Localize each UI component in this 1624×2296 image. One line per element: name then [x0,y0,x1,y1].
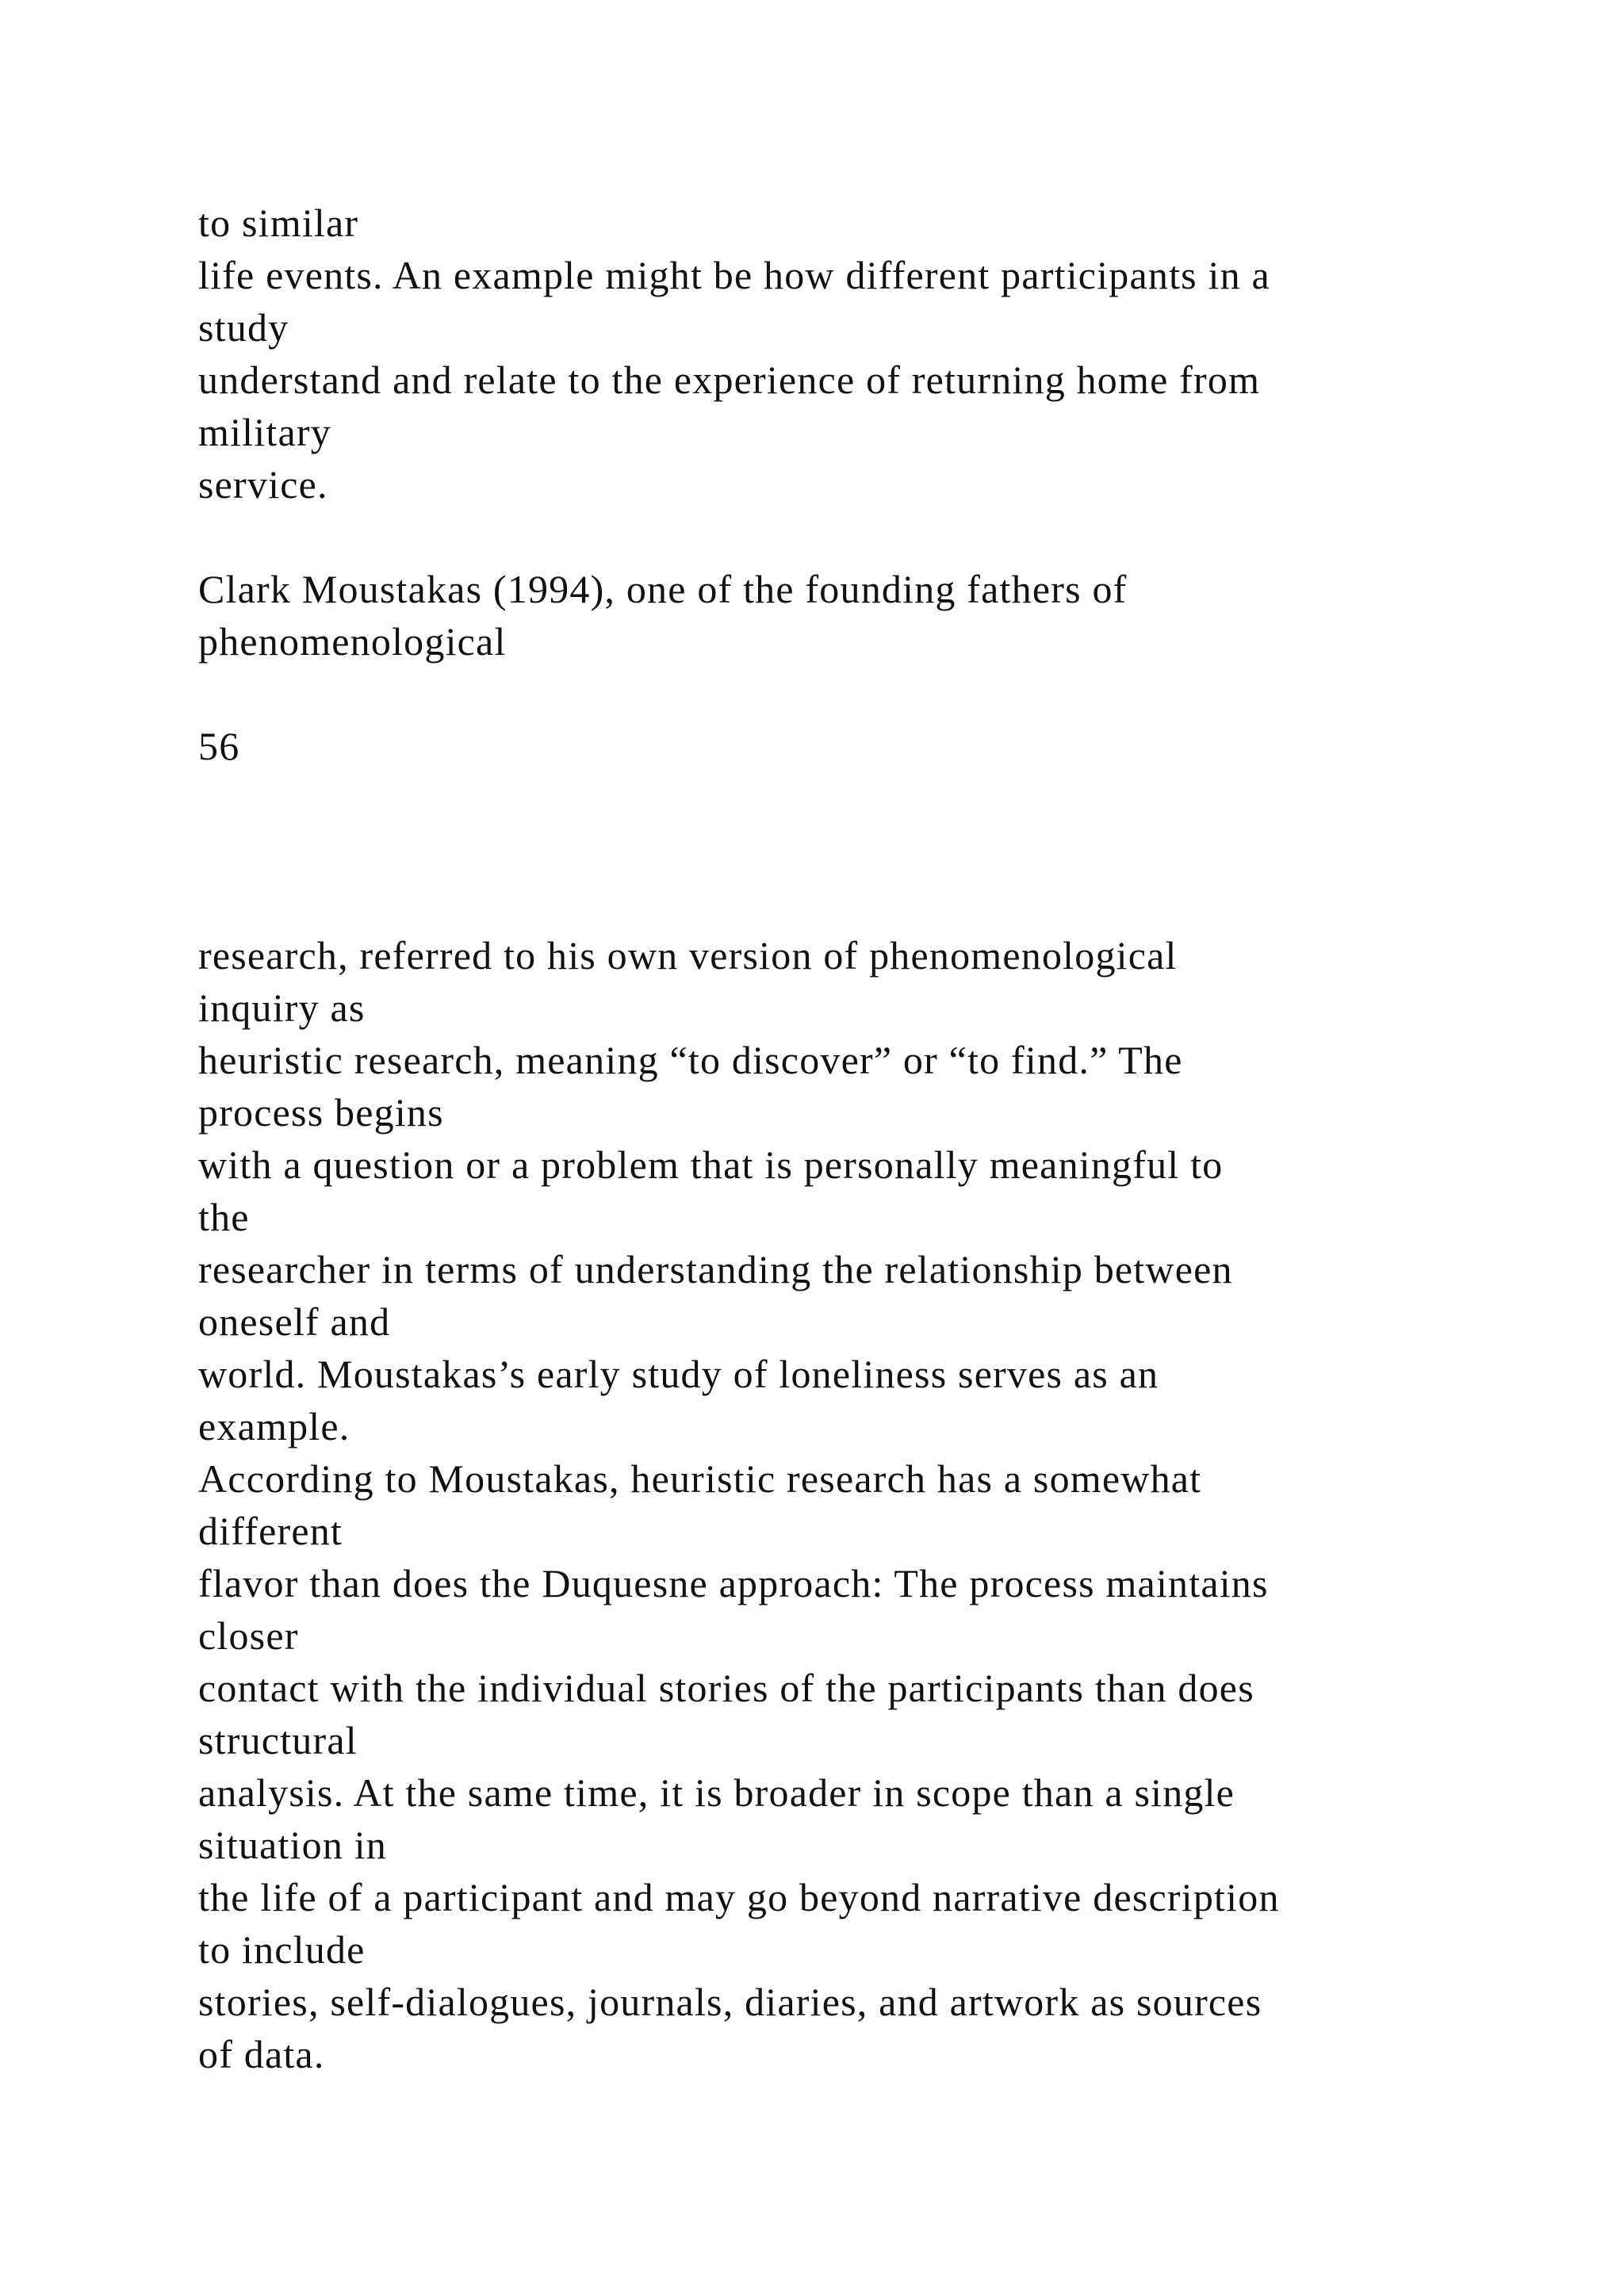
text-line: with a question or a problem that is personally meaningful to [198,1142,1224,1187]
text-line: contact with the individual stories of the participants than does [198,1666,1254,1710]
text-line: phenomenological [198,619,507,664]
page-number: 56 [198,724,240,768]
text-line: service. [198,462,328,507]
text-line: to include [198,1927,366,1972]
text-line: analysis. At the same time, it is broader in scope than a single [198,1770,1235,1815]
text-line: study [198,305,289,350]
text-line: According to Moustakas, heuristic research has a somewhat [198,1456,1202,1501]
text-line: military [198,410,331,454]
text-line: the life of a participant and may go beyond narrative description [198,1875,1280,1919]
text-line: oneself and [198,1299,391,1344]
text-line: example. [198,1404,350,1448]
text-line: the [198,1195,250,1239]
text-line: stories, self-dialogues, journals, diaries, and artwork as sources [198,1980,1262,2024]
text-line: situation in [198,1823,388,1867]
text-line: researcher in terms of understanding the relationship between [198,1247,1233,1292]
text-line: of data. [198,2032,325,2076]
text-line: flavor than does the Duquesne approach: The process maintains [198,1561,1269,1605]
text-line: to similar [198,201,359,245]
text-line: research, referred to his own version of phenomenological [198,933,1178,978]
text-line: understand and relate to the experience of returning home from [198,358,1261,402]
text-line: Clark Moustakas (1994), one of the founding fathers of [198,567,1128,611]
text-line: heuristic research, meaning “to discover” or “to find.” The [198,1038,1183,1082]
text-line: process begins [198,1090,444,1135]
text-line: closer [198,1613,299,1658]
text-line: inquiry as [198,985,366,1030]
text-line: structural [198,1718,358,1762]
text-line: world. Moustakas’s early study of loneliness serves as an [198,1352,1159,1396]
text-line: life events. An example might be how different participants in a [198,253,1270,297]
text-line: different [198,1509,343,1553]
